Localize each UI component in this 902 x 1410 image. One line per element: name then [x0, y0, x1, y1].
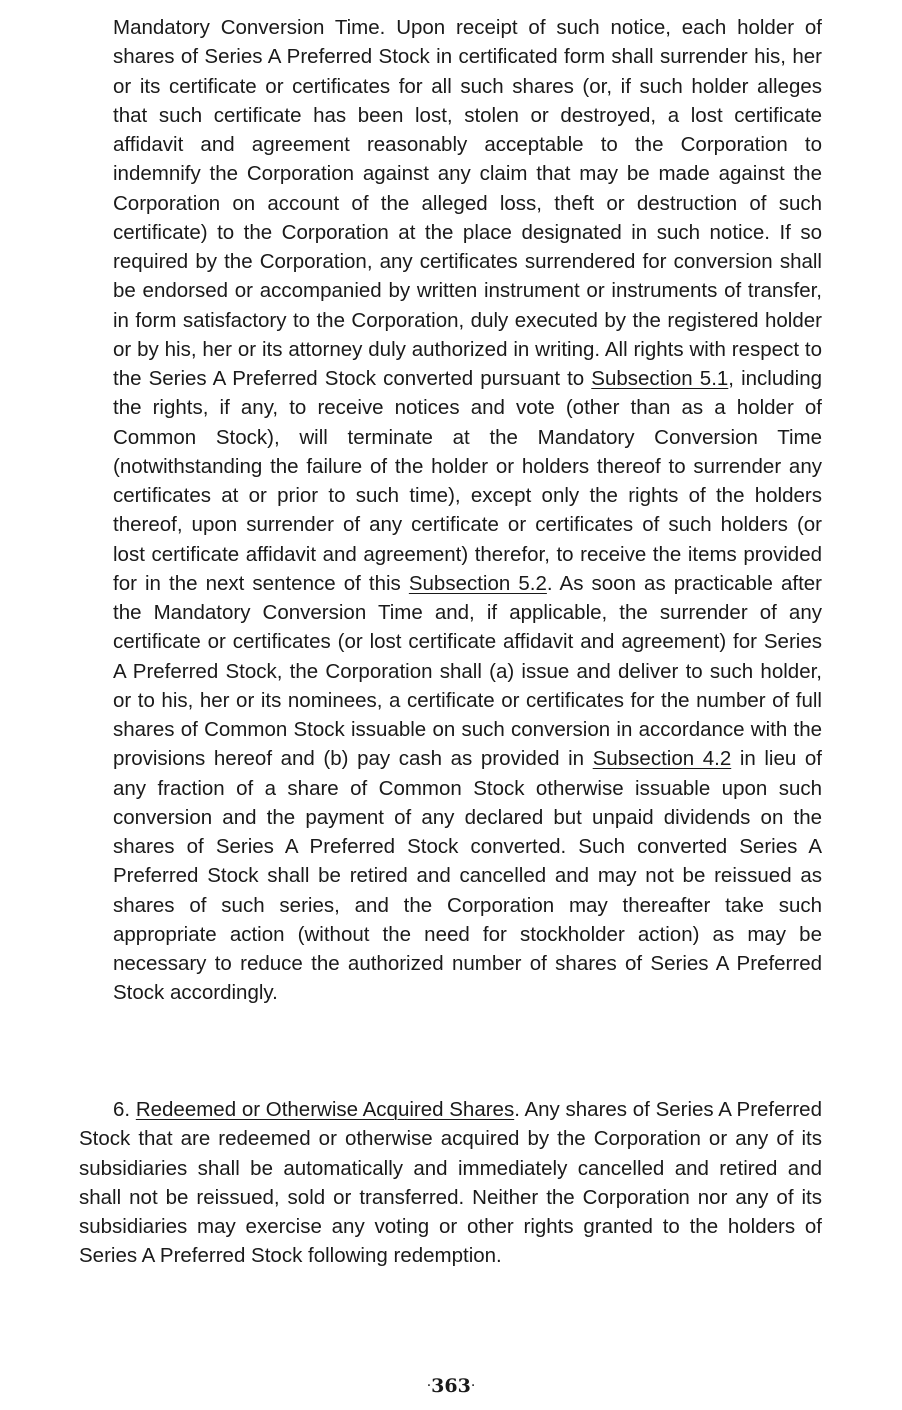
text-run: . Any shares of Series A Preferred Stock that are redeemed or otherwise acquired by the Corporation or any of its subsidiaries shall be automatically and immediately cancelled and retired and shall not be reissued, sold or transferred. Neither the Corporation nor any of its subsidiaries may exercise any voting or other rights granted to the holders of Series A Preferred Stock following redemption.	[79, 1098, 822, 1268]
text-run: . As soon as practicable after the Mandatory Conversion Time and, if applicable, the surrender of any certificate or certificates (or lost certificate affidavit and agreement) for Series A Preferred Stock, the Corporation shall (a) issue and deliver to such holder, or to his, her or its nominees, a certificate or certificates for the number of full shares of Common Stock issuable on such conversion in accordance with the provisions hereof and (b) pay cash as provided in	[113, 571, 823, 771]
page-number-dot-left: ·	[426, 1378, 432, 1394]
text-run: Mandatory Conversion Time. Upon receipt of such notice, each holder of shares of Series A Preferred Stock in certificated form shall surrender his, her or its certificate or certificates for all such shares (or, if such holder alleges that such certificate has been lost, stolen or destroyed, a lost certificate affidavit and agreement reasonably acceptable to the Corporation to indemnify the Corporation against any claim that may be made against the Corporation on account of the alleged loss, theft or destruction of such certificate) to the Corporation at the place designated in such notice. If so required by the Corporation, any certificates surrendered for conversion shall be endorsed or accompanied by written instrument or instruments of transfer, in form satisfactory to the Corporation, duly executed by the registered holder or by his, her or its attorney duly authorized in writing. All rights with respect to the Series A Preferred Stock converted pursuant to	[113, 16, 822, 390]
paragraph-section-5-2-continued	[113, 13, 822, 1008]
page-number-value: 363	[431, 1375, 471, 1397]
cross-reference-subsection-5-1: Subsection 5.1	[591, 367, 729, 390]
text-run: in lieu of any fraction of a share of Common Stock otherwise issuable upon such conversion and the payment of any declared but unpaid dividends on the shares of Series A Preferred Stock converted. Such converted Series A Preferred Stock shall be retired and cancelled and may not be reissued as shares of such series, and the Corporation may thereafter take such appropriate action (without the need for stockholder action) as may be necessary to reduce the authorized number of shares of Series A Preferred Stock accordingly.	[113, 747, 822, 1005]
paragraph-section-6	[79, 1095, 822, 1271]
section-number: 6.	[113, 1098, 136, 1121]
text-run: , including the rights, if any, to receive notices and vote (other than as a holder of Common Stock), will terminate at the Mandatory Conversion Time (notwithstanding the failure of the holder or holders thereof to surrender any certificates at or prior to such time), except only the rights of the holders thereof, upon surrender of any certificate or certificates of such holders (or lost certificate affidavit and agreement) therefor, to receive the items provided for in the next sentence of this	[113, 367, 822, 595]
cross-reference-subsection-5-2: Subsection 5.2	[408, 571, 547, 595]
page-number-dot-right: ·	[470, 1378, 476, 1394]
section-heading: Redeemed or Otherwise Acquired Shares	[135, 1098, 515, 1121]
cross-reference-subsection-4-2: Subsection 4.2	[592, 747, 732, 771]
page-number	[0, 1374, 902, 1398]
